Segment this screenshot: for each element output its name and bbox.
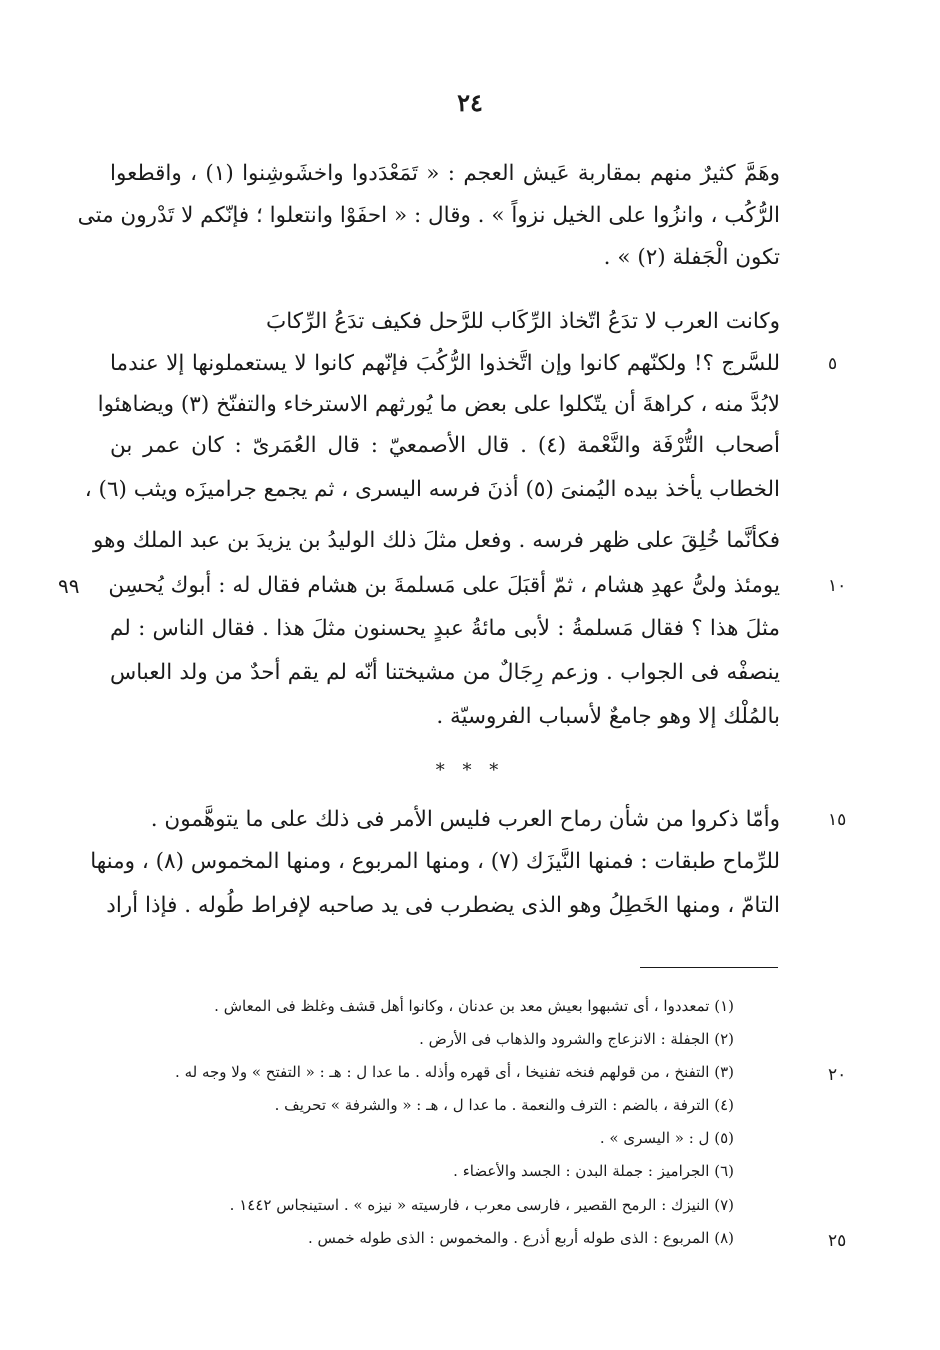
text-line: للسَّرج ؟! ولكنّهم كانوا وإن اتَّخذوا الرُّكُبَ فإنّهم كانوا لا يستعملونها إلا عندما xyxy=(110,351,780,376)
line-number-5: ٥ xyxy=(828,354,838,374)
footnote: (٣) التفنخ ، من قولهم فنخه تفنيخا ، أى قهره وأذله . ما عدا ل : هـ : « التفتح » ولا وجه له . xyxy=(175,1063,734,1081)
line-number-10: ١٠ xyxy=(828,576,847,596)
footnote: (٧) النيزك : الرمح القصير ، فارسى معرب ، فارسيته « نيزه » . استينجاس ١٤٤٢ . xyxy=(229,1196,734,1214)
text-line: تكون الْجَفلة (٢) » . xyxy=(603,245,780,270)
line-number-20: ٢٠ xyxy=(828,1065,847,1085)
footnote: (٢) الجفلة : الانزعاج والشرود والذهاب فى الأرض . xyxy=(419,1030,734,1048)
footnote-divider xyxy=(640,967,778,968)
text-line: التامّ ، ومنها الخَطِلُ وهو الذى يضطرب فى يد صاحبه لإفراط طُوله . فإذا أراد xyxy=(106,893,780,918)
text-line: أصحاب التُّرْفَة والنَّعْمة (٤) . قال الأصمعيّ : قال العُمَرىّ : كان عمر بن xyxy=(110,433,780,458)
text-line: ينصفْه فى الجواب . وزعم رِجَالٌ من مشيختنا أنّه لم يقم أحدٌ من ولد العباس xyxy=(110,660,780,685)
text-line: الرُّكُب ، وانزُوا على الخيل نزواً » . وقال : « احفَوْا وانتعلوا ؛ فإنّكم لا تَدْرون متى xyxy=(77,203,780,228)
footnote: (٤) الترفة ، بالضم : الترف والنعمة . ما عدا ل ، هـ : « والشرفة » تحريف . xyxy=(274,1096,734,1114)
line-number-15: ١٥ xyxy=(828,810,847,830)
section-separator: * * * xyxy=(435,760,505,781)
footnote: (٥) ل : « اليسرى » . xyxy=(599,1129,734,1147)
line-number-25: ٢٥ xyxy=(828,1231,847,1251)
margin-page-reference: ٩٩ xyxy=(58,574,80,598)
text-line: بالمُلْك إلا وهو جامعٌ لأسباب الفروسيّة . xyxy=(436,704,780,729)
text-line: الخطاب يأخذ بيده اليُمنىَ (٥) أذنَ فرسه اليسرى ، ثم يجمع جراميزَه ويثب (٦) ، xyxy=(84,477,780,502)
text-line: وأمّا ذكروا من شأن رماح العرب فليس الأمر فى ذلك على ما يتوهَّمون . xyxy=(150,807,780,832)
text-line: مثلَ هذا ؟ فقال مَسلمةُ : لأبى مائةُ عبدٍ يحسنون مثلَ هذا . فقال الناس : لم xyxy=(110,616,780,641)
footnote: (١) تمعددوا ، أى تشبهوا بعيش معد بن عدنان ، وكانوا أهل قشف وغلظ فى المعاش . xyxy=(214,997,734,1015)
page-number: ٢٤ xyxy=(457,88,483,117)
text-line: وكانت العرب لا تدَعُ اتّخاذ الرِّكَاب للرَّحل فكيف تدَعُ الرِّكابَ xyxy=(265,309,780,334)
text-line: لابُدَّ منه ، كراهةَ أن يتّكلوا على بعض ما يُورثهم الاسترخاء والتفنّخ (٣) ويضاهئوا xyxy=(97,392,780,417)
text-line: يومئذ ولىُّ عهدِ هشام ، ثمّ أقبَلَ على مَسلمةَ بن هشام فقال له : أبوك يُحسِن xyxy=(108,573,780,598)
text-line: وهَمَّ كثيرٌ منهم بمقاربة عَيش العجم : « تَمَعْدَدوا واخشَوشِنوا (١) ، واقطعوا xyxy=(110,161,781,186)
text-line: للرِّماح طبقات : فمنها النَّيزَك (٧) ، ومنها المربوع ، ومنها المخموس (٨) ، ومنها xyxy=(90,849,780,874)
footnote: (٦) الجراميز : جملة البدن : الجسد والأعضاء . xyxy=(453,1162,734,1180)
text-line: فكأنَّما خُلِقَ على ظهر فرسه . وفعل مثلَ ذلك الوليدُ بن يزيدَ بن عبد الملك وهو xyxy=(92,528,780,553)
footnote: (٨) المربوع : الذى طوله أربع أذرع . والمخموس : الذى طوله خمس . xyxy=(307,1229,734,1247)
